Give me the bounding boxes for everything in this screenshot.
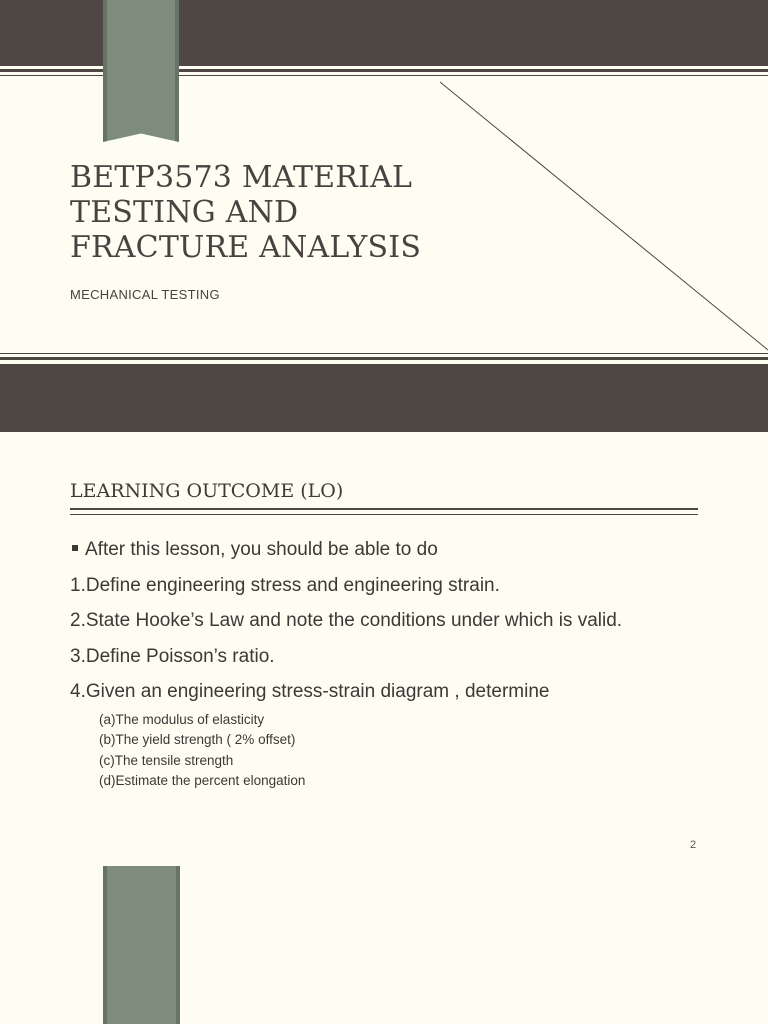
intro-bullet bbox=[70, 532, 710, 568]
outcome-item: 2.State Hooke’s Law and note the conditions under which is valid. bbox=[70, 610, 623, 631]
slide-subtitle: MECHANICAL TESTING bbox=[70, 287, 220, 302]
bottom-double-rule bbox=[0, 357, 768, 360]
section-heading: LEARNING OUTCOME (LO) bbox=[70, 480, 344, 502]
intro-text: After this lesson, you should be able to do bbox=[85, 539, 438, 560]
square-bullet-icon bbox=[72, 545, 78, 551]
heading-rule-thin bbox=[70, 514, 698, 515]
bookmark-ribbon bbox=[103, 0, 179, 142]
slide-title-text: BETP3573 MATERIAL TESTING AND FRACTURE ANALYSIS bbox=[70, 160, 422, 265]
slide-learning-outcome bbox=[0, 432, 768, 1024]
outcome-item: 1.Define engineering stress and engineering strain. bbox=[70, 574, 500, 596]
subitem: (a)The modulus of elasticity bbox=[99, 711, 265, 727]
page-number: 2 bbox=[690, 839, 697, 851]
heading-rule-thick bbox=[70, 508, 698, 510]
bookmark-ribbon-next bbox=[103, 866, 180, 1024]
bottom-band bbox=[0, 364, 768, 432]
outcome-list bbox=[70, 532, 710, 792]
subitem: (b)The yield strength ( 2% offset) bbox=[99, 732, 296, 747]
outcome-item: 4.Given an engineering stress-strain diagram , determine bbox=[70, 681, 550, 702]
bottom-thin-rule bbox=[0, 353, 768, 354]
subitem: (d)Estimate the percent elongation bbox=[99, 773, 306, 788]
outcome-item: 3.Define Poisson’s ratio. bbox=[70, 645, 275, 667]
outcome-subitems bbox=[70, 710, 710, 792]
subitem: (c)The tensile strength bbox=[99, 752, 234, 768]
slide-title bbox=[0, 0, 768, 432]
